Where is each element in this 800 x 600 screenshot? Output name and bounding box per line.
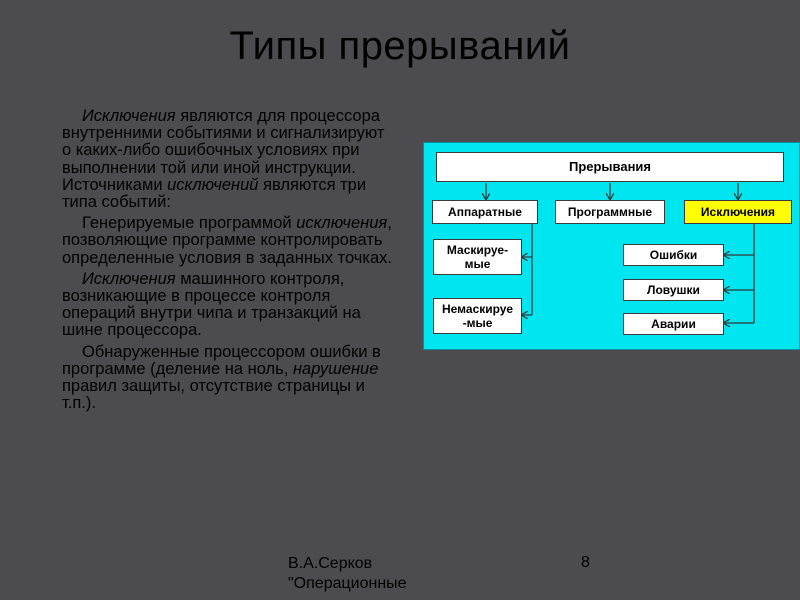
node-software: Программные [555,200,665,224]
node-traps: Ловушки [623,279,724,301]
slide-title: Типы прерываний [229,24,571,68]
term-exceptions-2: исключений [167,175,259,194]
node-nonmaskable: Немаскируе -мые [433,298,522,334]
node-maskable: Маскируе- мые [433,239,522,275]
paragraph-3 [62,271,392,340]
term-exceptions-4: Исключения [82,269,176,288]
paragraph-2-text-b: , позволяющие программе контролировать определенные условия в заданных точках. [62,214,392,267]
paragraph-2 [62,215,392,267]
footer-author-line-1: В.А.Серков [288,555,373,572]
interrupt-types-diagram [423,142,800,350]
node-exceptions: Исключения [684,200,792,224]
node-hardware: Аппаратные [432,200,538,224]
paragraph-1-text-a: являются для процессора внутренними событиями и сигнализируют о каких-либо ошибочных условиях при выполнении той или иной инструкции. Источниками [62,107,385,194]
node-interrupts: Прерывания [436,152,784,182]
paragraph-3-text: машинного контроля, возникающие в процессе контроля операций внутри чипа и транзакций на шине процессора. [62,269,361,340]
paragraph-1 [62,108,392,211]
paragraph-1-text-b: являются три типа событий: [62,175,367,212]
paragraph-4 [62,344,392,413]
term-violation: нарушение [292,359,379,378]
term-exceptions-3: исключения [296,214,388,233]
page-number: 8 [581,554,590,571]
node-errors: Ошибки [623,244,724,266]
term-exceptions: Исключения [82,107,176,125]
paragraph-2-text-a: Генерируемые программой [82,214,297,233]
paragraph-4-text-b: правил защиты, отсутствие страницы и т.п.). [62,377,365,413]
footer-author-line-2: "Операционные [288,575,407,592]
paragraph-4-text-a: Обнаруженные процессором ошибки в программе (деление на ноль, [62,342,381,378]
node-aborts: Аварии [623,313,724,335]
body-text [62,108,392,416]
footer-author [288,554,407,594]
